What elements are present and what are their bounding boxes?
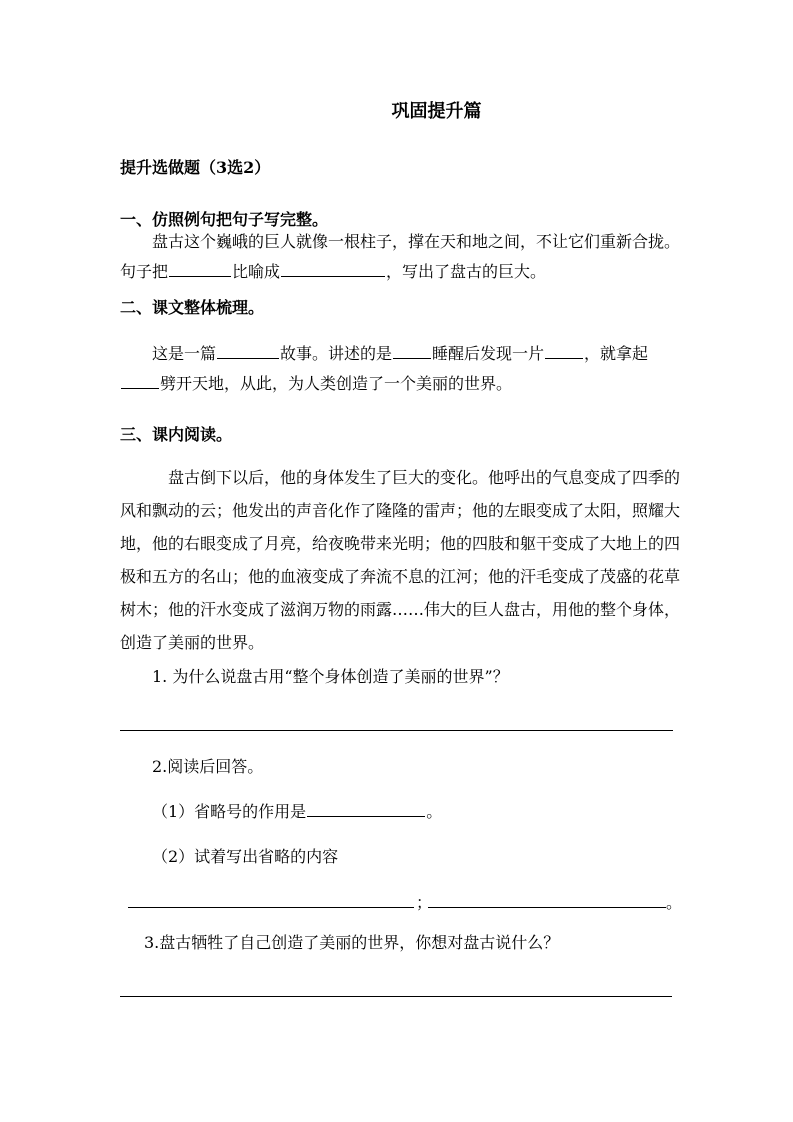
blank-1[interactable] <box>169 260 231 277</box>
section1-text-a: 句子把 <box>120 262 169 281</box>
question-2-1-end: 。 <box>426 802 443 821</box>
period: 。 <box>666 893 683 912</box>
reading-passage: 盘古倒下以后，他的身体发生了巨大的变化。他呼出的气息变成了四季的风和飘动的云；他发出的声音化作了隆隆的雷声；他的左眼变成了太阳，照耀大地，他的右眼变成了月亮，给夜晚带来光明；他的四肢和躯干变成了大地上的四极和五方的名山；他的血液变成了奔流不息的江河；他的汗毛变成了茂盛的花草树木；他的汗水变成了滋润万物的雨露……伟大的巨人盘古，用他的整个身体，创造了美丽的世界。 <box>120 468 681 652</box>
section1-sentence <box>120 256 546 288</box>
answer-line-2a[interactable] <box>128 907 414 908</box>
question-2-2: （2）试着写出省略的内容 <box>152 847 339 866</box>
blank-6[interactable] <box>121 372 159 389</box>
question-3: 3.盘古牺牲了自己创造了美丽的世界，你想对盘古说什么？ <box>144 933 560 952</box>
section2-line2 <box>120 368 512 400</box>
section2-text-c: 睡醒后发现一片 <box>432 344 545 363</box>
answer-line-2b[interactable] <box>428 907 666 908</box>
blank-2[interactable] <box>281 260 385 277</box>
section2-text-e: 劈开天地，从此，为人类创造了一个美丽的世界。 <box>160 374 513 393</box>
separator: ； <box>416 893 433 912</box>
section1-heading: 一、仿照例句把句子写完整。 <box>120 210 329 229</box>
section2-text-b: 故事。讲述的是 <box>280 344 393 363</box>
question-2: 2.阅读后回答。 <box>152 757 264 776</box>
section1-example: 盘古这个巍峨的巨人就像一根柱子，撑在天和地之间，不让它们重新合拢。 <box>152 232 681 251</box>
question-2-1 <box>152 796 442 828</box>
blank-5[interactable] <box>545 342 583 359</box>
blank-7[interactable] <box>307 800 425 817</box>
question-1: 1. 为什么说盘古用“整个身体创造了美丽的世界”？ <box>152 667 509 686</box>
section2-text-a: 这是一篇 <box>152 344 217 363</box>
answer-line-3[interactable] <box>120 996 672 997</box>
section3-heading: 三、课内阅读。 <box>120 425 233 444</box>
blank-4[interactable] <box>393 342 431 359</box>
section1-text-b: 比喻成 <box>232 262 281 281</box>
section2-heading: 二、课文整体梳理。 <box>120 298 265 317</box>
section2-line1 <box>152 338 648 370</box>
subtitle: 提升选做题（3选2） <box>120 158 271 177</box>
section2-text-d: ，就拿起 <box>584 344 649 363</box>
question-2-1-text: （1）省略号的作用是 <box>152 802 307 821</box>
page-title: 巩固提升篇 <box>391 101 482 122</box>
blank-3[interactable] <box>217 342 279 359</box>
answer-line-1[interactable] <box>120 730 673 731</box>
section1-text-c: ，写出了盘古的巨大。 <box>386 262 547 281</box>
